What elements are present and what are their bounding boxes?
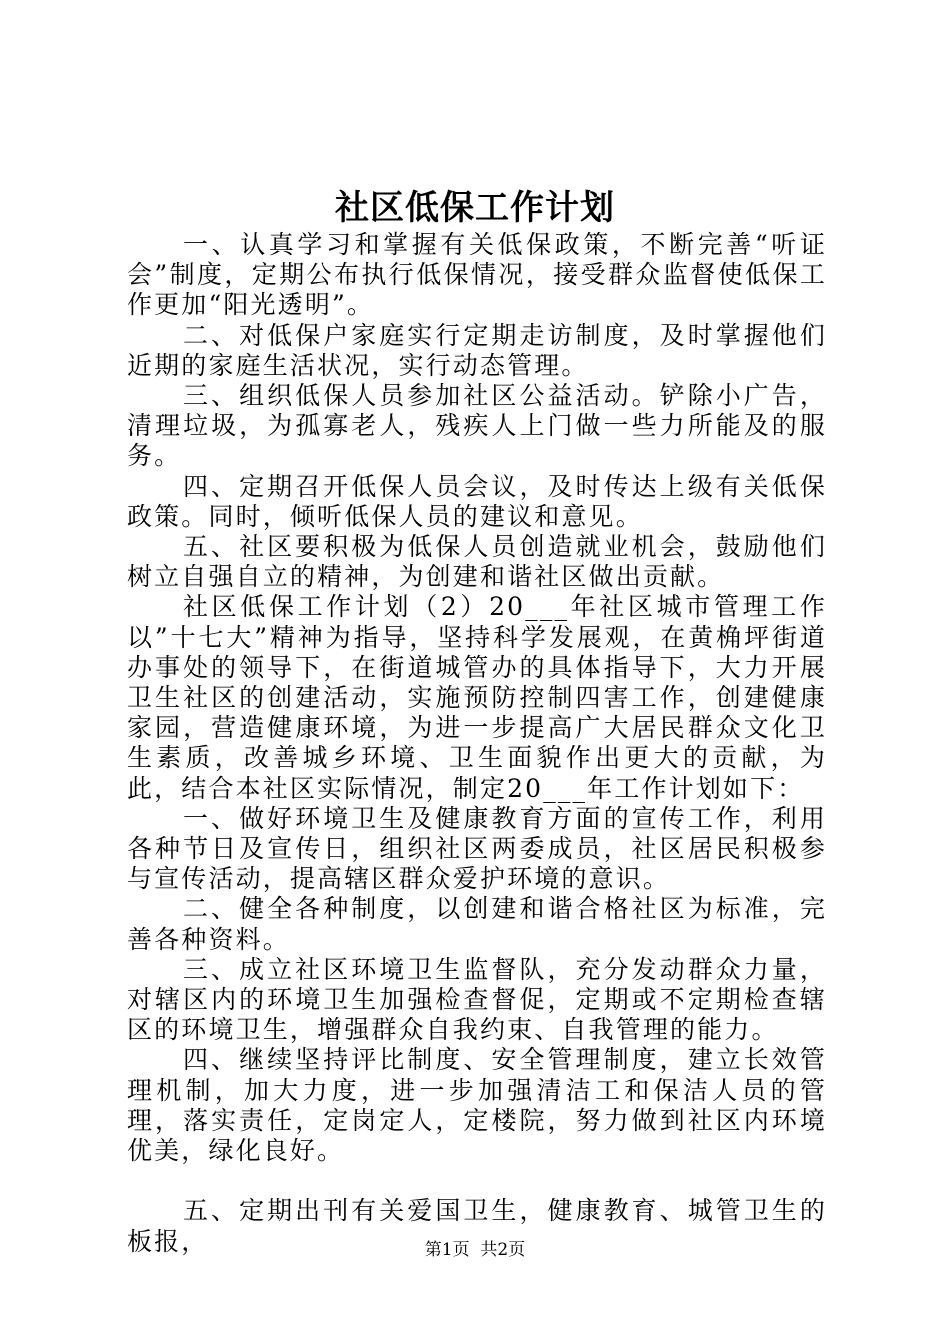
document-body: [127, 230, 827, 1257]
paragraph: 五、社区要积极为低保人员创造就业机会，鼓励他们树立自强自立的精神，为创建和谐社区做出贡献。: [127, 532, 827, 592]
paragraph: 四、定期召开低保人员会议，及时传达上级有关低保政策。同时，倾听低保人员的建议和意见。: [127, 471, 827, 531]
paragraph: 一、做好环境卫生及健康教育方面的宣传工作，利用各种节日及宣传日，组织社区两委成员，社区居民积极参与宣传活动，提高辖区群众爱护环境的意识。: [127, 803, 827, 894]
paragraph: 三、成立社区环境卫生监督队，充分发动群众力量，对辖区内的环境卫生加强检查督促，定期或不定期检查辖区的环境卫生，增强群众自我约束、自我管理的能力。: [127, 954, 827, 1045]
paragraph: 社区低保工作计划（2）20___年社区城市管理工作以”十七大”精神为指导，坚持科学发展观，在黄桷坪街道办事处的领导下，在街道城管办的具体指导下，大力开展卫生社区的创建活动，实施预防控制四害工作，创建健康家园，营造健康环境，为进一步提高广大居民群众文化卫生素质，改善城乡环境、卫生面貌作出更大的贡献，为此，结合本社区实际情况，制定20___年工作计划如下：: [127, 592, 827, 803]
paragraph: 五、定期出刊有关爱国卫生，健康教育、城管卫生的板报，: [127, 1196, 827, 1256]
page-footer: 第1页 共2页: [424, 1240, 526, 1260]
paragraph: 二、健全各种制度，以创建和谐合格社区为标准，完善各种资料。: [127, 894, 827, 954]
paragraph: 四、继续坚持评比制度、安全管理制度，建立长效管理机制，加大力度，进一步加强清洁工和保洁人员的管理，落实责任，定岗定人，定楼院，努力做到社区内环境优美，绿化良好。: [127, 1045, 827, 1166]
document-title: 社区低保工作计划: [335, 188, 615, 228]
paragraph: 三、组织低保人员参加社区公益活动。铲除小广告，清理垃圾，为孤寡老人，残疾人上门做一些力所能及的服务。: [127, 381, 827, 471]
paragraph: 二、对低保户家庭实行定期走访制度，及时掌握他们近期的家庭生活状况，实行动态管理。: [127, 320, 827, 380]
paragraph: 一、认真学习和掌握有关低保政策，不断完善“听证会”制度，定期公布执行低保情况，接受群众监督使低保工作更加“阳光透明”。: [127, 230, 827, 320]
